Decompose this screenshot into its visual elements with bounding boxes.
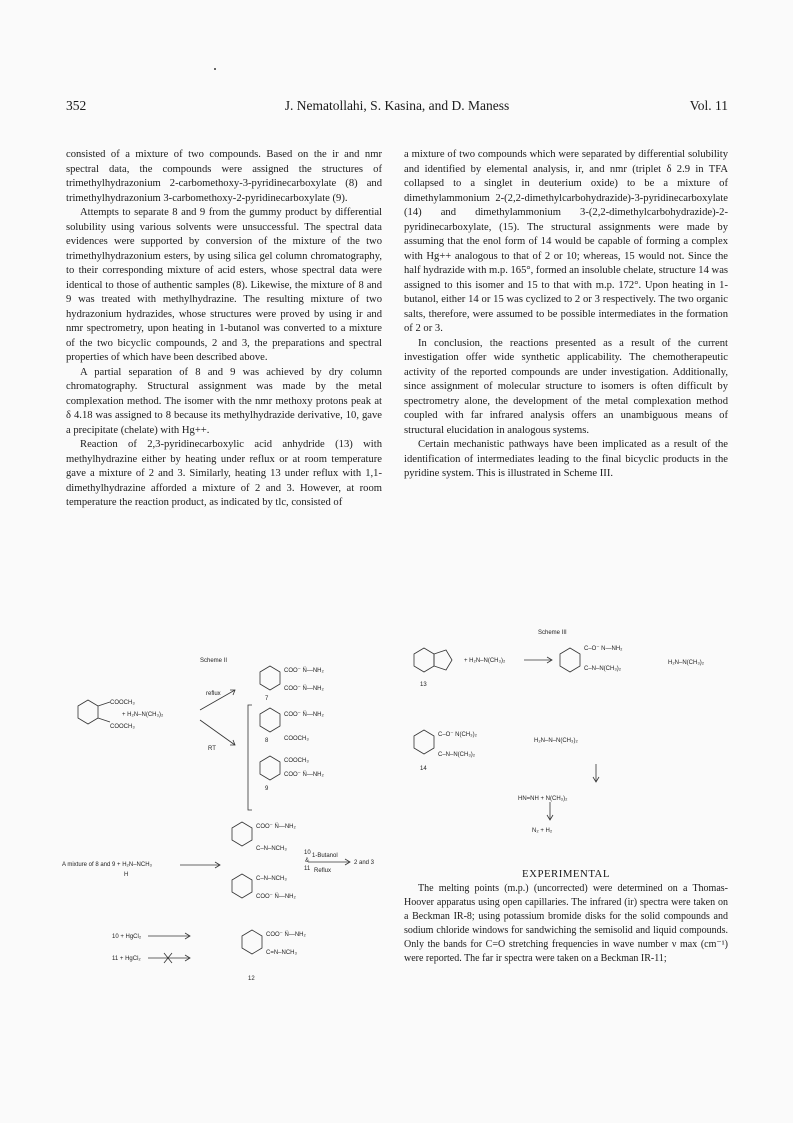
compound-label: 14 — [420, 766, 427, 772]
page-header — [66, 98, 728, 118]
compound-label: 11 — [304, 866, 311, 872]
reagent-label: + H₂N–N(CH₃)₂ — [122, 712, 164, 718]
svg-text:COOCH₃: COOCH₃ — [110, 700, 135, 706]
speck — [214, 68, 216, 70]
paragraph: The melting points (m.p.) (uncorrected) were determined on a Thomas-Hoover apparatus using open capillaries. The infrared (ir) spectra were taken on a Beckman IR-8; using potassium bromide disks for the solid compounds and sodium chloride windows for sandwiching the semisolid and liquid compounds. Only the bands for C=O stretching frequencies in wave number ν max (cm⁻¹) were reported. The far ir spectra were taken on a Beckman IR-11; — [404, 883, 728, 964]
paragraph: consisted of a mixture of two compounds. Based on the ir and nmr spectral data, the compounds were assigned the structures of trimethylhydrazonium 2-carbomethoxy-3-pyridinecarboxylate (8) and trimethylhydrazonium 3-carbomethoxy-2-pyridinecarboxylate (9). — [66, 149, 382, 204]
right-column — [404, 148, 728, 482]
rt-label: RT — [208, 746, 216, 752]
svg-text:C–N–NCH₃: C–N–NCH₃ — [256, 846, 287, 852]
mixture-h: H — [124, 872, 129, 878]
svg-text:COO⁻ N̈—NH₂: COO⁻ N̈—NH₂ — [284, 772, 324, 778]
compound-label: 12 — [248, 976, 255, 982]
paragraph: Reaction of 2,3-pyridinecarboxylic acid anhydride (13) with methylhydrazine either by heating under reflux or at room temperature gave a mixture of 2 and 3. Similarly, heating 13 under reflux with 1,1-dimethylhydrazine afforded a mixture of 2 and 3. However, at room temperature the reaction product, as indicated by tlc, consisted of — [66, 439, 382, 508]
volume-number: Vol. 11 — [689, 98, 728, 113]
scheme-iii-figure — [404, 624, 728, 849]
byproduct-label: HN=NH + N(CH₃)₂ — [518, 796, 568, 802]
compound-label: 8 — [265, 738, 269, 744]
svg-text:C–N–N(CH₃)₂: C–N–N(CH₃)₂ — [584, 666, 622, 672]
reflux2-label: Reflux — [314, 868, 332, 874]
svg-text:COOCH₃: COOCH₃ — [284, 736, 309, 742]
compound-label: & — [305, 858, 310, 864]
paragraph: a mixture of two compounds which were separated by differential solubility and identified by elemental analysis, ir, and nmr (triplet δ 2.9 in TFA collapsed to a singlet in deuterium oxide) to be a mixture of dimethylammonium 2-(2,2-dimethylcarbohydrazide)-3-pyridinecarboxylate (14) and dimethylammonium 3-(2,2-dimethylcarbohydrazide)-2-pyridinecarboxylate, (15). The structural assignments were made by assuming that the enol form of 14 would be capable of forming a complex with Hg++ analogous to that of 2 or 10; whereas, 15 would not. Since the half hydrazide with m.p. 165°, formed an insoluble chelate, structure 14 was assigned to this isomer and 15 to that with m.p. 172°. Upon heating in 1-butanol, either 14 or 15 was cyclized to 2 or 3 respectively. The two organic salts, therefore, were assumed to be possible intermediates in the formation of 2 or 3. — [404, 149, 729, 334]
svg-text:C–N–NCH₃: C–N–NCH₃ — [256, 876, 287, 882]
compound-label: 10 — [304, 850, 311, 856]
paragraph: In conclusion, the reactions presented as a result of the current investigation offer wide synthetic applicability. The chemotherapeutic activity of the reported compounds are under investigation. Additionally, since assignment of molecular structure to isomers is often difficult by spectrometry alone, the development of the metal complexation method coupled with far infrared analysis offers an unambiguous means of structural elucidation in analogous systems. — [404, 337, 728, 436]
svg-text:COO⁻ N̈—NH₂: COO⁻ N̈—NH₂ — [256, 824, 296, 830]
page-number: 352 — [66, 98, 87, 113]
svg-text:COO⁻ N̈—NH₂: COO⁻ N̈—NH₂ — [284, 668, 324, 674]
svg-text:COO⁻ N̈—NH₂: COO⁻ N̈—NH₂ — [284, 686, 324, 692]
product-23: 2 and 3 — [354, 860, 375, 866]
svg-text:COOCH₃: COOCH₃ — [110, 724, 135, 730]
scheme-ii-title: Scheme II — [200, 658, 228, 664]
svg-text:C–O⁻ N(CH₃)₂: C–O⁻ N(CH₃)₂ — [438, 732, 477, 738]
svg-text:COO⁻ N̈—NH₂: COO⁻ N̈—NH₂ — [284, 712, 324, 718]
scheme-iii-title: Scheme III — [538, 630, 567, 636]
svg-text:COOCH₃: COOCH₃ — [284, 758, 309, 764]
paragraph: A partial separation of 8 and 9 was achieved by dry column chromatography. Structural assignment was made by the metal complexation method. The isomer with the nmr methoxy protons peak at δ 4.18 was assigned to 8 because its methylhydrazide derivative, 10, gave a precipitate (chelate) with Hg++. — [66, 366, 382, 436]
experimental-section — [404, 882, 728, 965]
svg-text:C–N–N(CH₃)₂: C–N–N(CH₃)₂ — [438, 752, 476, 758]
scheme-ii-figure — [60, 650, 400, 995]
hgcl-11: 11 + HgCl₂ — [112, 956, 141, 962]
compound-label: 13 — [420, 682, 427, 688]
final-label: N₂ + H₂ — [532, 828, 553, 834]
svg-text:H₂N–N(CH₃)₂: H₂N–N(CH₃)₂ — [668, 660, 705, 666]
reflux-label: reflux — [206, 691, 221, 697]
svg-text:C–O⁻ N—NH₂: C–O⁻ N—NH₂ — [584, 646, 623, 652]
compound-label: 9 — [265, 786, 269, 792]
butanol-label: 1-Butanol — [312, 853, 338, 859]
mixture-label: A mixture of 8 and 9 + H₂N–NCH₃ — [62, 862, 152, 868]
paragraph: Attempts to separate 8 and 9 from the gummy product by differential solubility using various solvents were unsuccessful. The spectral data evidences were supported by conversion of the mixture of the two trimethylhydrazonium esters, by using silica gel column chromatography, to their corresponding mixture of acid esters, whose spectral data were identical to those of authentic samples (8). Likewise, the mixture of 8 and 9 was treated with methylhydrazine. The resulting mixture of two hydrazonium hydrazides, whose structures were proved by using ir and nmr spectrometry, upon heating in 1-butanol was converted to a mixture of the two bicyclic compounds, 2 and 3, the preparations and spectral properties of which have been described above. — [66, 207, 382, 363]
svg-text:C=N–NCH₃: C=N–NCH₃ — [266, 950, 297, 956]
running-authors: J. Nematollahi, S. Kasina, and D. Maness — [284, 98, 510, 113]
svg-text:COO⁻ N̈—NH₂: COO⁻ N̈—NH₂ — [266, 932, 306, 938]
hgcl-10: 10 + HgCl₂ — [112, 934, 142, 940]
compound-label: 7 — [265, 696, 269, 702]
svg-text:COO⁻ N̈—NH₂: COO⁻ N̈—NH₂ — [256, 894, 296, 900]
reagent-label: + H₂N–N(CH₃)₂ — [464, 658, 506, 664]
section-title: EXPERIMENTAL — [522, 868, 610, 880]
paragraph: Certain mechanistic pathways have been implicated as a result of the identification of intermediates leading to the final bicyclic products in the pyridine system. This is illustrated in Scheme III. — [404, 439, 728, 479]
left-column — [66, 148, 382, 511]
svg-text:H₂N–N–N(CH₃)₂: H₂N–N–N(CH₃)₂ — [534, 738, 578, 744]
